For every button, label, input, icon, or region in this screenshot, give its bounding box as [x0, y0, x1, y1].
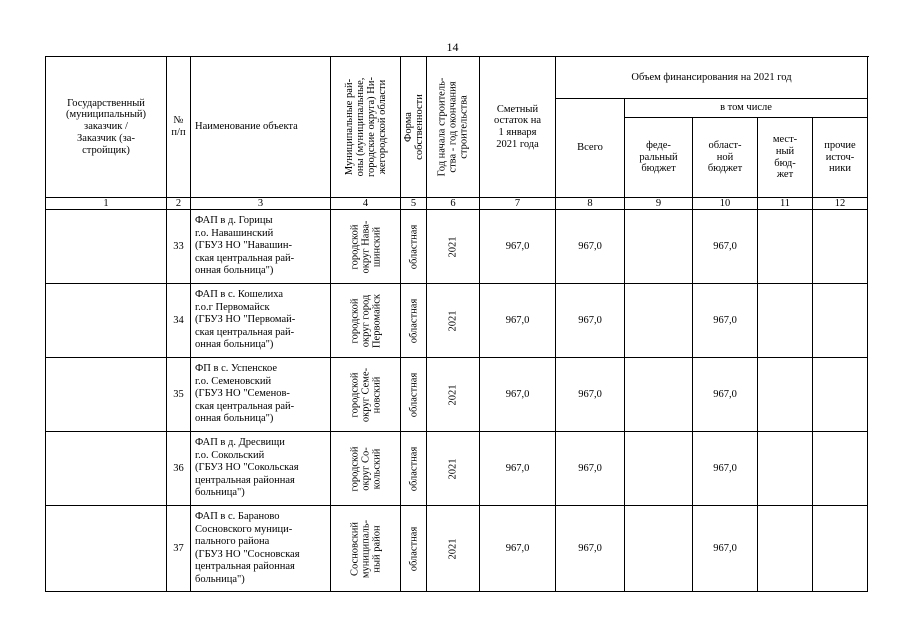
cell-balance: 967,0	[480, 506, 556, 592]
header-object-name: Наименование объекта	[191, 57, 331, 198]
cell-local	[758, 284, 813, 358]
header-federal: феде- ральный бюджет	[625, 118, 693, 198]
cell-district: городской округ Со- кольский	[331, 432, 401, 506]
cell-balance: 967,0	[480, 358, 556, 432]
column-number: 5	[401, 198, 427, 210]
cell-year: 2021	[427, 358, 480, 432]
cell-year: 2021	[427, 210, 480, 284]
cell-other	[813, 358, 868, 432]
cell-balance: 967,0	[480, 210, 556, 284]
cell-regional: 967,0	[693, 210, 758, 284]
cell-regional: 967,0	[693, 432, 758, 506]
table-row	[46, 284, 868, 358]
cell-object-name: ФАП в д. Горицы г.о. Навашинский (ГБУЗ НО "Навашин- ская центральная рай- онная больница")	[191, 210, 331, 284]
cell-district: городской округ Семе- новский	[331, 358, 401, 432]
cell-other	[813, 284, 868, 358]
header-district: Муниципальные рай- оны (муниципальные, городские округа) Ни- жегородской области	[331, 57, 401, 198]
cell-local	[758, 210, 813, 284]
cell-regional: 967,0	[693, 284, 758, 358]
cell-other	[813, 506, 868, 592]
column-number: 12	[813, 198, 868, 210]
cell-ownership: областная	[401, 432, 427, 506]
cell-total: 967,0	[556, 506, 625, 592]
cell-num: 37	[167, 506, 191, 592]
cell-num: 33	[167, 210, 191, 284]
table-row	[46, 358, 868, 432]
header-financing: Объем финансирования на 2021 год	[556, 57, 868, 99]
cell-object-name: ФП в с. Успенское г.о. Семеновский (ГБУЗ НО "Семенов- ская центральная рай- онная больница")	[191, 358, 331, 432]
cell-local	[758, 506, 813, 592]
cell-federal	[625, 358, 693, 432]
table-row	[46, 506, 868, 592]
cell-ownership: областная	[401, 284, 427, 358]
header-local: мест- ный бюд- жет	[758, 118, 813, 198]
cell-other	[813, 210, 868, 284]
cell-regional: 967,0	[693, 506, 758, 592]
table-row	[46, 210, 868, 284]
column-number-row	[46, 198, 868, 210]
cell-federal	[625, 284, 693, 358]
cell-local	[758, 432, 813, 506]
cell-ownership: областная	[401, 506, 427, 592]
header-customer: Государственный (муниципальный) заказчик / Заказчик (за- стройщик)	[46, 57, 167, 198]
cell-total: 967,0	[556, 358, 625, 432]
column-number: 11	[758, 198, 813, 210]
page-number: 14	[446, 40, 459, 54]
column-number: 9	[625, 198, 693, 210]
header-years: Год начала строитель- ства - год окончания строительства	[427, 57, 480, 198]
header-regional: област- ной бюджет	[693, 118, 758, 198]
financing-table	[45, 56, 868, 592]
column-number: 3	[191, 198, 331, 210]
cell-district: городской округ город Первомайск	[331, 284, 401, 358]
cell-local	[758, 358, 813, 432]
cell-num: 34	[167, 284, 191, 358]
cell-object-name: ФАП в с. Кошелиха г.о.г Первомайск (ГБУЗ НО "Первомай- ская центральная рай- онная больница")	[191, 284, 331, 358]
cell-balance: 967,0	[480, 432, 556, 506]
cell-customer	[46, 284, 167, 358]
cell-total: 967,0	[556, 284, 625, 358]
column-number: 8	[556, 198, 625, 210]
cell-year: 2021	[427, 432, 480, 506]
column-number: 7	[480, 198, 556, 210]
column-number: 4	[331, 198, 401, 210]
header-num: № п/п	[167, 57, 191, 198]
cell-num: 35	[167, 358, 191, 432]
header-including: в том числе	[625, 99, 868, 118]
header-total: Всего	[556, 99, 625, 198]
column-number: 1	[46, 198, 167, 210]
cell-num: 36	[167, 432, 191, 506]
header-ownership: Форма собственности	[401, 57, 427, 198]
column-number: 2	[167, 198, 191, 210]
cell-regional: 967,0	[693, 358, 758, 432]
cell-other	[813, 432, 868, 506]
cell-customer	[46, 506, 167, 592]
table-row	[46, 432, 868, 506]
cell-customer	[46, 432, 167, 506]
cell-customer	[46, 358, 167, 432]
cell-object-name: ФАП в с. Бараново Сосновского муници- пального района (ГБУЗ НО "Сосновская центральная районная больница")	[191, 506, 331, 592]
column-number: 6	[427, 198, 480, 210]
cell-customer	[46, 210, 167, 284]
cell-year: 2021	[427, 284, 480, 358]
cell-federal	[625, 506, 693, 592]
cell-total: 967,0	[556, 432, 625, 506]
cell-district: Сосновский муниципаль- ный район	[331, 506, 401, 592]
cell-balance: 967,0	[480, 284, 556, 358]
header-other: прочие источ- ники	[813, 118, 868, 198]
cell-ownership: областная	[401, 358, 427, 432]
cell-federal	[625, 210, 693, 284]
cell-district: городской округ Нава- шинский	[331, 210, 401, 284]
cell-total: 967,0	[556, 210, 625, 284]
cell-ownership: областная	[401, 210, 427, 284]
column-number: 10	[693, 198, 758, 210]
header-balance: Сметный остаток на 1 января 2021 года	[480, 57, 556, 198]
cell-object-name: ФАП в д. Дресвищи г.о. Сокольский (ГБУЗ НО "Сокольская центральная районная больница")	[191, 432, 331, 506]
cell-federal	[625, 432, 693, 506]
cell-year: 2021	[427, 506, 480, 592]
